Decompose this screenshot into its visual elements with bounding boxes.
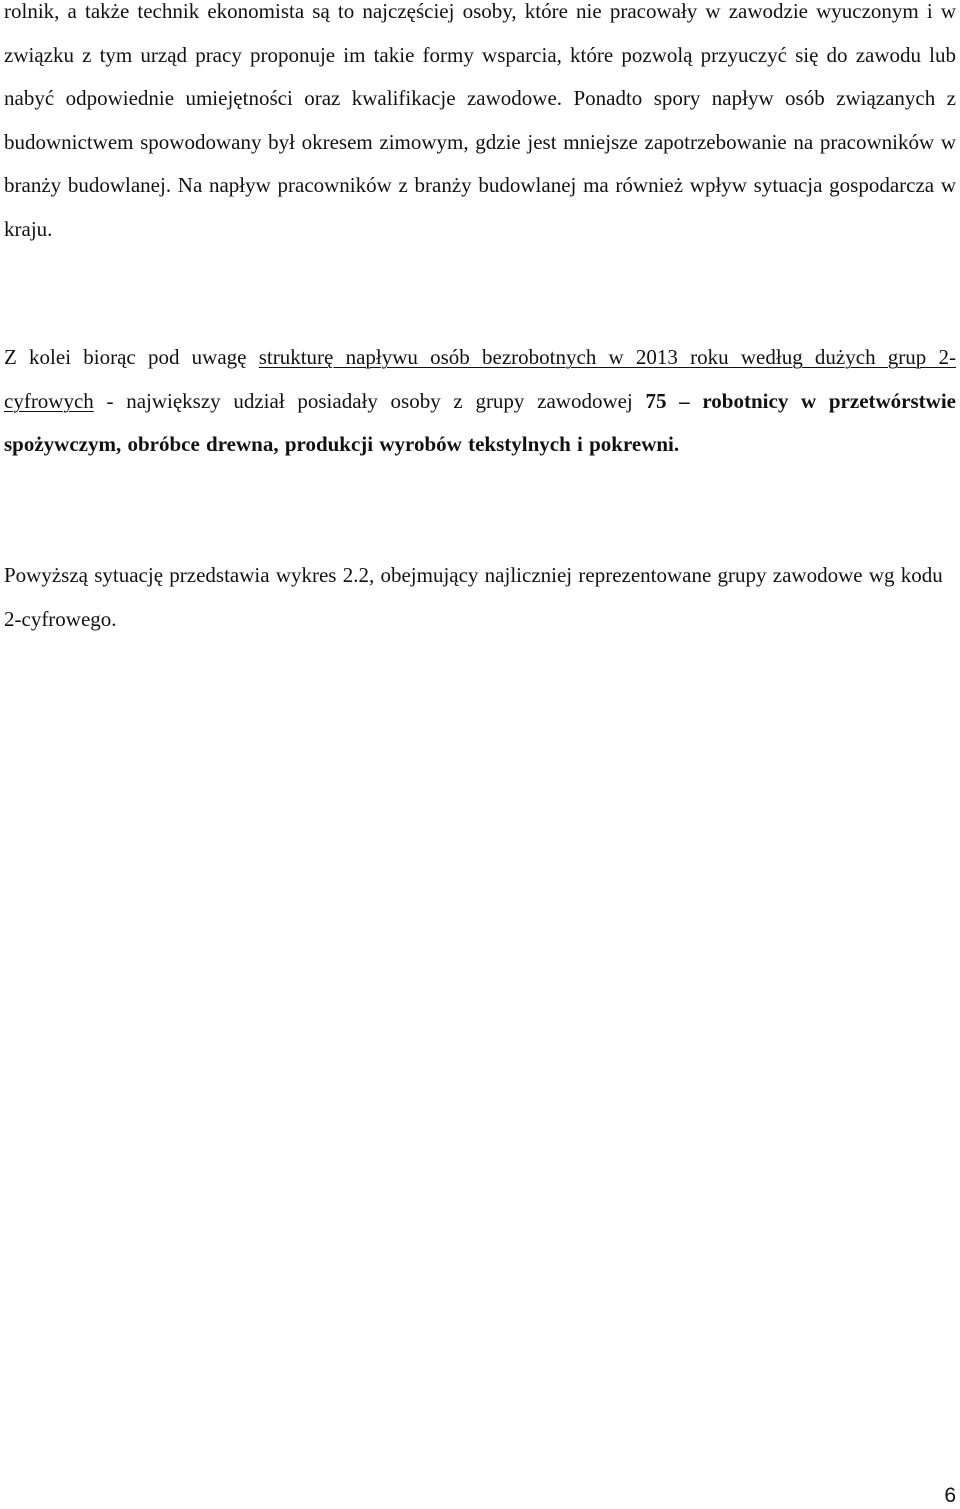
paragraph-chart-reference: Powyższą sytuację przedstawia wykres 2.2, obejmujący najliczniej reprezentowane grupy zawodowe wg kodu 2-cyfrowego.: [4, 563, 943, 631]
page-number: 6: [944, 1484, 956, 1507]
bold-occupation-group: 75 – robotnicy w przetwórstwie spożywczym, obróbce drewna, produkcji wyrobów tekstylnych i pokrewni.: [4, 388, 956, 457]
paragraph-middle-text: - największy udział posiadały osoby z grupy zawodowej: [93, 388, 646, 413]
underlined-structure-reference: strukturę napływu osób bezrobotnych w 2013 roku według dużych grup 2-cyfrowych: [4, 345, 956, 413]
paragraph-intro-text: Z kolei biorąc pod uwagę: [4, 345, 259, 369]
paragraph-occupations-support: rolnik, a także technik ekonomista są to najczęściej osoby, które nie pracowały w zawodzie wyuczonym i w związku z tym urząd pracy proponuje im takie formy wsparcia, które pozwolą przyuczyć się do zawodu lub nabyć odpowiednie umiejętności oraz kwalifikacje zawodowe. Ponadto spory napływ osób związanych z budownictwem spowodowany był okresem zimowym, gdzie jest mniejsze zapotrzebowanie na pracowników w branży budowlanej. Na napływ pracowników z branży budowlanej ma również wpływ sytuacja gospodarcza w kraju.: [4, 0, 956, 241]
paragraph-inflow-structure: [4, 336, 956, 467]
